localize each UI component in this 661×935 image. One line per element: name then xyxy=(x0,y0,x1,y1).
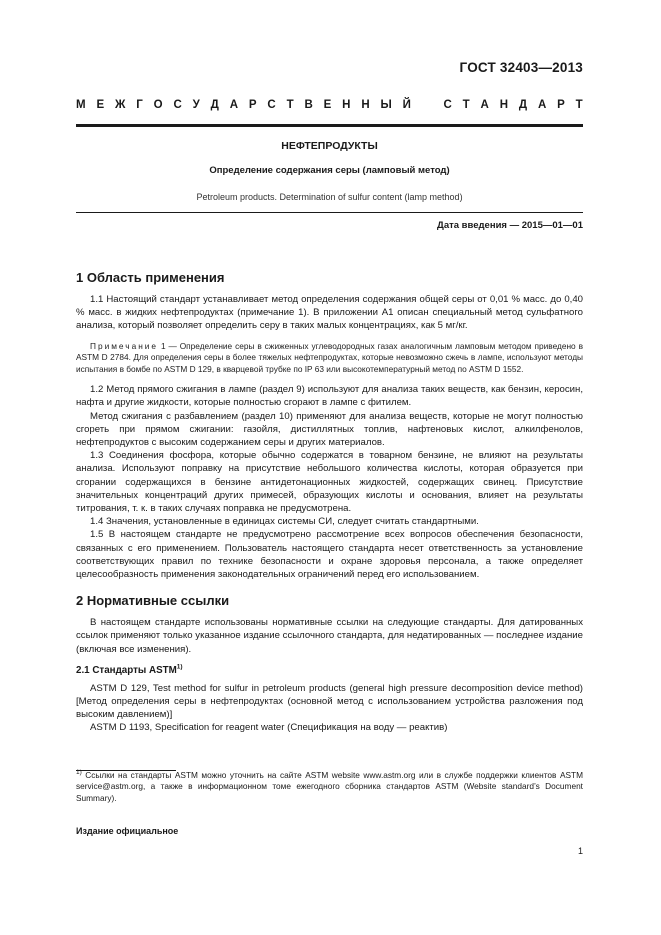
standard-code: ГОСТ 32403—2013 xyxy=(459,60,583,75)
footnote-reference: 1) xyxy=(176,663,183,671)
banner-letter: Т xyxy=(286,99,294,111)
header-rule xyxy=(76,124,583,127)
banner-letter: А xyxy=(480,99,489,111)
banner-letter: Т xyxy=(575,99,583,111)
paragraph-1-2: 1.2 Метод прямого сжигания в лампе (раздел 9) используют для анализа таких веществ, как бензин, керосин, нафта и другие жидкости, которые полностью сгорают в лампе с фитилем. xyxy=(76,384,583,409)
banner-letter: В xyxy=(304,99,313,111)
document-title-english: Petroleum products. Determination of sulfur content (lamp method) xyxy=(196,192,463,202)
footnote xyxy=(76,770,583,804)
banner-letter: С xyxy=(443,99,452,111)
banner-letter: Т xyxy=(462,99,470,111)
banner-letter: Р xyxy=(248,99,257,111)
banner-letter: Ы xyxy=(380,99,392,111)
banner-letter: А xyxy=(537,99,547,111)
banner-letter: С xyxy=(267,99,276,111)
note-1 xyxy=(76,341,583,376)
banner-letter: Е xyxy=(323,99,332,111)
subsection-2-1-title: 2.1 Стандарты ASTM xyxy=(76,664,177,676)
footnote-text: Ссылки на стандарты ASTM можно уточнить на сайте ASTM website www.astm.org или в службе поддержки клиентов ASTM service@astm.org, а также в информационном томе ежегодного сборника стандартов ASTM (Website standard’s Document Summary). xyxy=(76,770,583,803)
paragraph-1-2-dilution: Метод сжигания с разбавлением (раздел 10) применяют для анализа веществ, которые не могут полностью сгореть при прямом сжигании: газойля, дистиллятных топлив, нафтеновых кислот, алкилфенолов, нефтепродуктов с высоким содержанием серы и других материалов. xyxy=(76,410,583,448)
banner-letter: Н xyxy=(499,99,509,111)
banner-letter: Н xyxy=(342,99,351,111)
note-text: 1 — Определение серы в сжиженных углеводородных газах аналогичным ламповым методом приведено в ASTM D 2784. Для определения серы в более тяжелых нефтепродуктах, которые невозможно сжечь в лампе, используют методы испытания в бомбе по ASTM D 129, в кварцевой трубке по IP 63 или высокотемпературный метод по ASTM D 1552. xyxy=(76,340,583,374)
banner-letter: Р xyxy=(557,99,565,111)
paragraph-1-1-text: 1.1 Настоящий стандарт устанавливает метод определения содержания общей серы от 0,01 % масс. до 0,40 % масс. в жидких нефтепродуктах (примечание 1). В приложении А1 описан специальный метод сульфатного анализа, который позволяет определить серу в таких малых концентрациях, как 5 мг/кг. xyxy=(76,294,583,332)
banner-letter: Й xyxy=(402,99,411,111)
banner-letter: М xyxy=(76,99,86,111)
banner-letter: А xyxy=(229,99,239,111)
reference-astm-d129: ASTM D 129, Test method for sulfur in petroleum products (general high pressure decomposition device method) [Метод определения серы в нефтепродуктах (основной метод с использованием устройства разложения под высоким давлением)] xyxy=(76,682,583,721)
introduction-date: Дата введения — 2015—01—01 xyxy=(437,220,583,231)
subsection-2-1-heading xyxy=(76,665,583,676)
paragraph-2-intro: В настоящем стандарте использованы нормативные ссылки на следующие стандарты. Для датированных ссылок применяют только указанное издание ссылочного стандарта, для недатированных — последнее издание (включая все изменения). xyxy=(76,617,583,655)
document-subtitle: Определение содержания серы (ламповый метод) xyxy=(209,165,450,176)
section-1-heading: 1 Область применения xyxy=(76,270,225,285)
section-2-heading: 2 Нормативные ссылки xyxy=(76,593,230,609)
banner-letter: Г xyxy=(136,99,143,111)
footnote-mark: 1) xyxy=(76,769,82,777)
banner-letter: Ж xyxy=(114,99,126,111)
banner-letter: У xyxy=(192,99,200,111)
document-title: НЕФТЕПРОДУКТЫ xyxy=(281,140,378,152)
paragraph-1-1 xyxy=(76,293,583,333)
title-rule xyxy=(76,212,583,213)
banner-letter: Н xyxy=(361,99,370,111)
banner-letter: Е xyxy=(96,99,105,111)
banner-letter: Д xyxy=(210,99,219,111)
reference-astm-d1193: ASTM D 1193, Specification for reagent water (Спецификация на воду — реактив) xyxy=(90,722,448,734)
official-edition-label: Издание официальное xyxy=(76,826,179,836)
interstate-standard-banner xyxy=(76,99,583,111)
note-label: Примечание xyxy=(90,340,159,351)
page-number: 1 xyxy=(577,846,583,856)
banner-letter: О xyxy=(153,99,163,111)
paragraph-1-4: 1.4 Значения, установленные в единицах системы СИ, следует считать стандартными. xyxy=(90,516,479,528)
paragraph-1-3: 1.3 Соединения фосфора, которые обычно содержатся в товарном бензине, не влияют на результаты анализа. Используют поправку на присутствие небольшого количества кислоты, которая образуется при сгорании содержащихся в бензине антидетонационных жидкостей, содержащих свинец. Присутствие значительных концентраций других примесей, образующих кислоты и основания, влияет на результаты титрования, т. к. в таких случаях поправка не предусмотрена. xyxy=(76,450,583,514)
banner-letter: С xyxy=(173,99,182,111)
main-content xyxy=(76,270,583,735)
banner-letter: Д xyxy=(518,99,528,111)
paragraph-1-5: 1.5 В настоящем стандарте не предусмотрено рассмотрение всех вопросов обеспечения безопасности, связанных с его применением. Пользователь настоящего стандарта несет ответственность за установление соответствующих правил по технике безопасности и охране здоровья персонала, а также определяет целесообразность применения законодательных ограничений перед его использованием. xyxy=(76,529,583,580)
